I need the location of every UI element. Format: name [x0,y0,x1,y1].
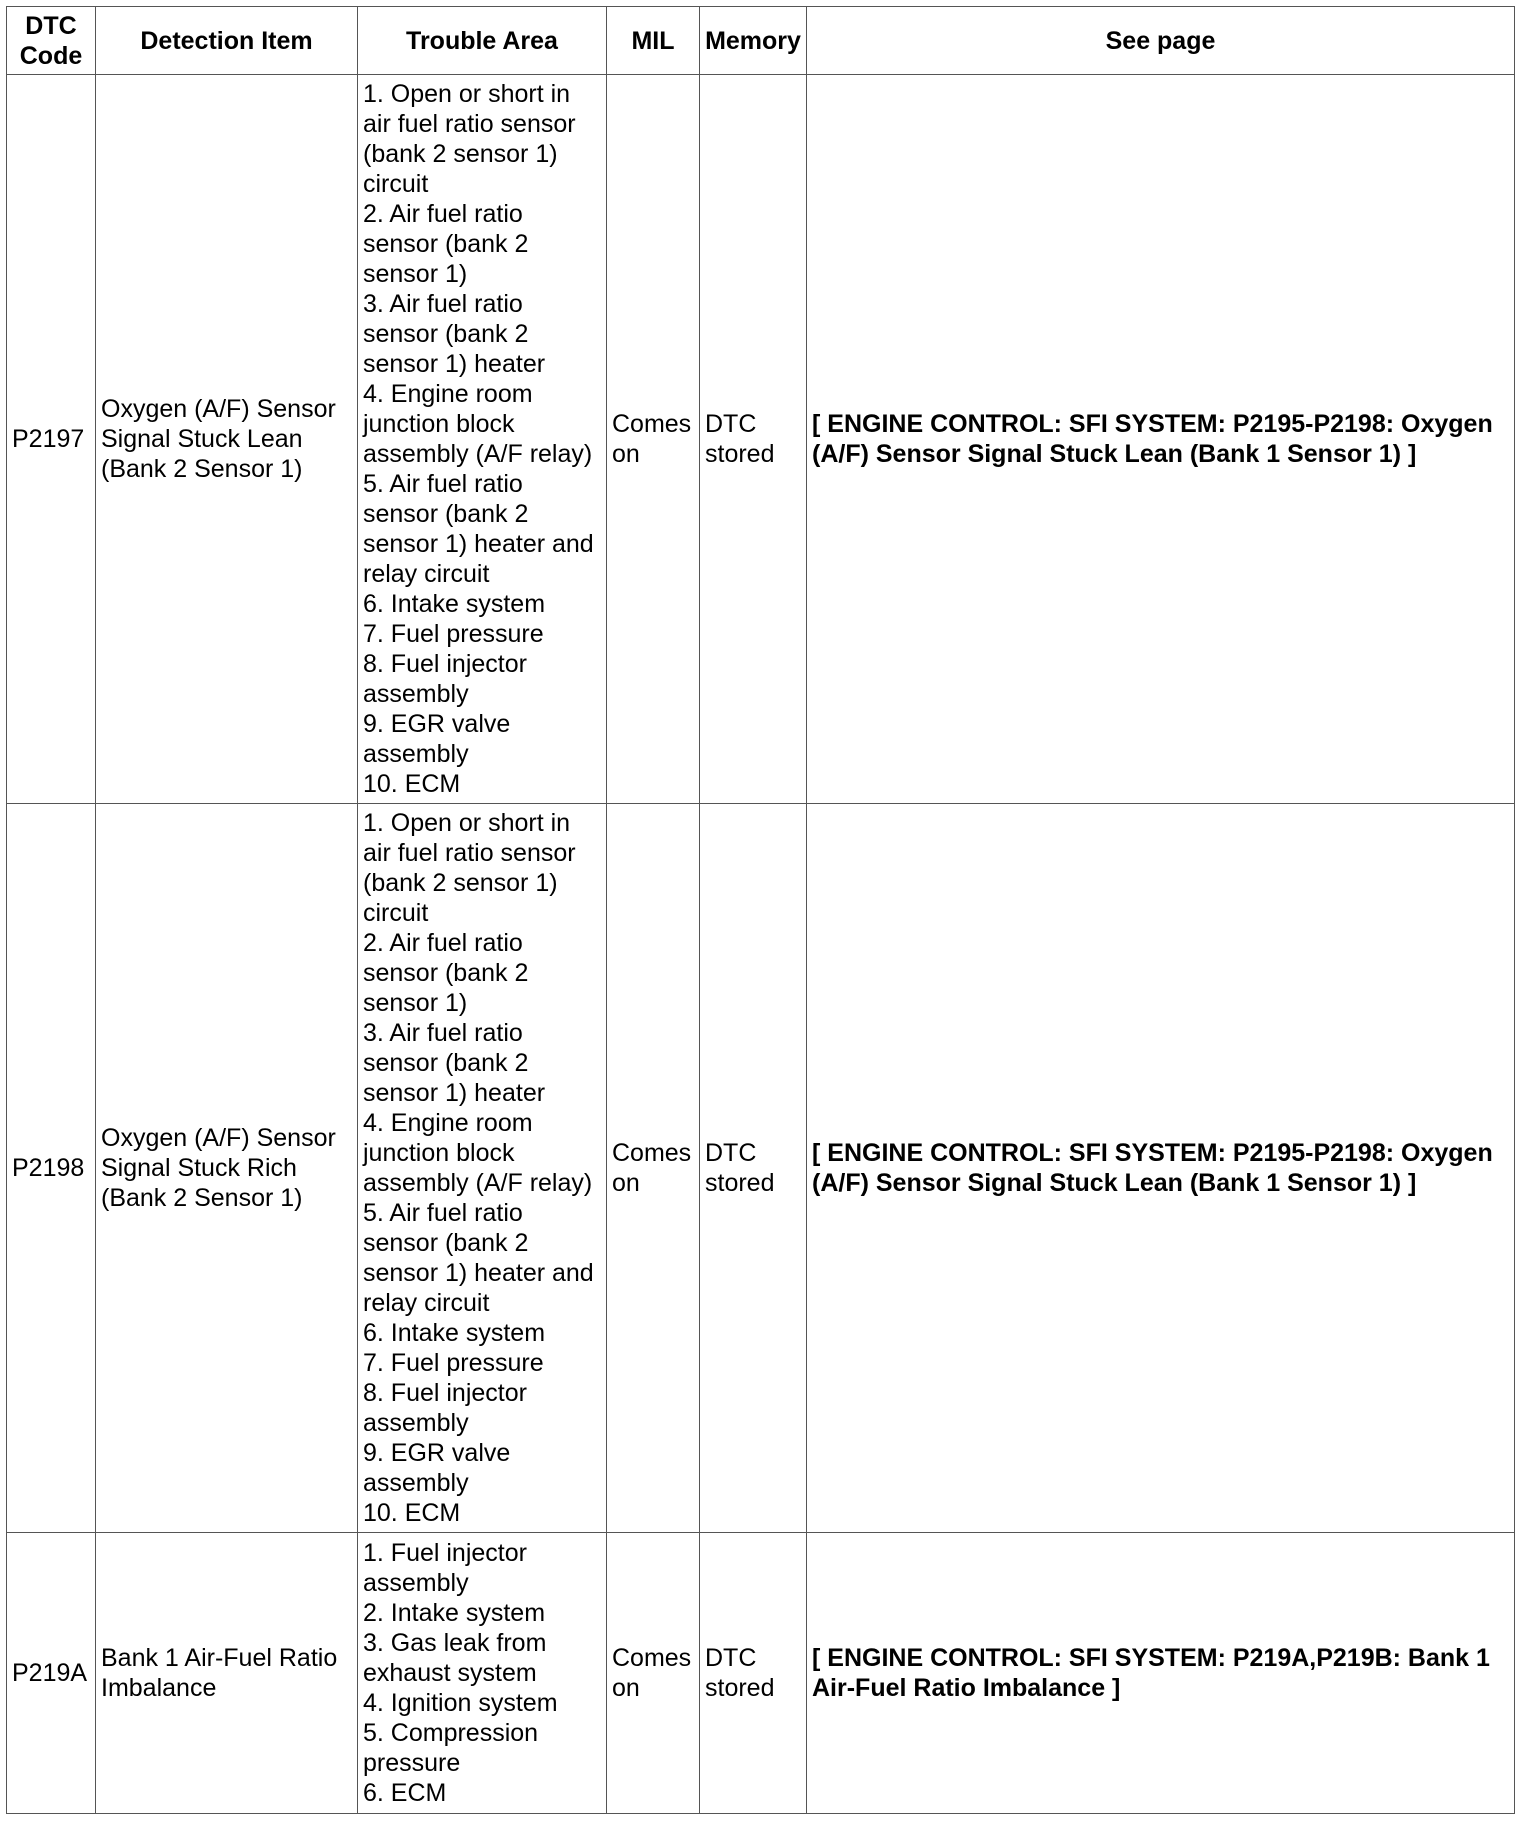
mil-cell: Comes on [607,1533,700,1814]
trouble-area-item: 3. Air fuel ratio sensor (bank 2 sensor 1) heater [363,290,546,378]
dtc-code-cell: P2197 [7,75,96,804]
mil-cell: Comes on [607,804,700,1533]
detection-item-cell: Oxygen (A/F) Sensor Signal Stuck Lean (Bank 2 Sensor 1) [96,75,358,804]
header-trouble-area: Trouble Area [358,7,607,75]
trouble-area-item: 5. Air fuel ratio sensor (bank 2 sensor 1) heater and relay circuit [363,1199,594,1317]
detection-item-cell: Bank 1 Air-Fuel Ratio Imbalance [96,1533,358,1814]
table-row [7,75,1515,804]
dtc-code-cell: P219A [7,1533,96,1814]
header-dtc-code: DTC Code [7,7,96,75]
detection-item-cell: Oxygen (A/F) Sensor Signal Stuck Rich (Bank 2 Sensor 1) [96,804,358,1533]
trouble-area-item: 10. ECM [363,770,461,798]
see-page-link[interactable]: [ ENGINE CONTROL: SFI SYSTEM: P2195-P2198: Oxygen (A/F) Sensor Signal Stuck Lean (Bank 1 Sensor 1) ] [807,804,1515,1533]
trouble-area-item: 8. Fuel injector assembly [363,650,527,708]
trouble-area-cell [358,1533,607,1814]
memory-cell: DTC stored [700,75,807,804]
header-see-page: See page [807,7,1515,75]
see-page-link[interactable]: [ ENGINE CONTROL: SFI SYSTEM: P2195-P2198: Oxygen (A/F) Sensor Signal Stuck Lean (Bank 1 Sensor 1) ] [807,75,1515,804]
trouble-area-item: 2. Air fuel ratio sensor (bank 2 sensor 1) [363,929,529,1017]
see-page-link[interactable]: [ ENGINE CONTROL: SFI SYSTEM: P219A,P219B: Bank 1 Air-Fuel Ratio Imbalance ] [807,1533,1515,1814]
trouble-area-item: 7. Fuel pressure [363,620,544,648]
trouble-area-item: 5. Compression pressure [363,1719,539,1777]
trouble-area-item: 4. Ignition system [363,1689,558,1717]
trouble-area-item: 6. Intake system [363,1319,546,1347]
table-header-row [7,7,1515,75]
trouble-area-item: 3. Gas leak from exhaust system [363,1629,547,1687]
trouble-area-item: 4. Engine room junction block assembly (A/F relay) [363,1109,593,1197]
trouble-area-cell [358,75,607,804]
trouble-area-item: 3. Air fuel ratio sensor (bank 2 sensor 1) heater [363,1019,546,1107]
memory-cell: DTC stored [700,804,807,1533]
trouble-area-item: 9. EGR valve assembly [363,710,511,768]
trouble-area-item: 4. Engine room junction block assembly (A/F relay) [363,380,593,468]
trouble-area-item: 2. Air fuel ratio sensor (bank 2 sensor 1) [363,200,529,288]
trouble-area-item: 6. ECM [363,1779,447,1807]
dtc-table [6,6,1515,1814]
trouble-area-item: 5. Air fuel ratio sensor (bank 2 sensor 1) heater and relay circuit [363,470,594,588]
trouble-area-item: 8. Fuel injector assembly [363,1379,527,1437]
dtc-code-cell: P2198 [7,804,96,1533]
header-mil: MIL [607,7,700,75]
trouble-area-item: 1. Fuel injector assembly [363,1539,527,1597]
trouble-area-item: 1. Open or short in air fuel ratio sensor (bank 2 sensor 1) circuit [363,809,576,927]
table-row [7,1533,1515,1814]
trouble-area-item: 9. EGR valve assembly [363,1439,511,1497]
header-detection-item: Detection Item [96,7,358,75]
trouble-area-item: 2. Intake system [363,1599,546,1627]
trouble-area-item: 6. Intake system [363,590,546,618]
memory-cell: DTC stored [700,1533,807,1814]
trouble-area-cell [358,804,607,1533]
trouble-area-item: 10. ECM [363,1499,461,1527]
table-row [7,804,1515,1533]
header-memory: Memory [700,7,807,75]
mil-cell: Comes on [607,75,700,804]
trouble-area-item: 1. Open or short in air fuel ratio sensor (bank 2 sensor 1) circuit [363,80,576,198]
trouble-area-item: 7. Fuel pressure [363,1349,544,1377]
